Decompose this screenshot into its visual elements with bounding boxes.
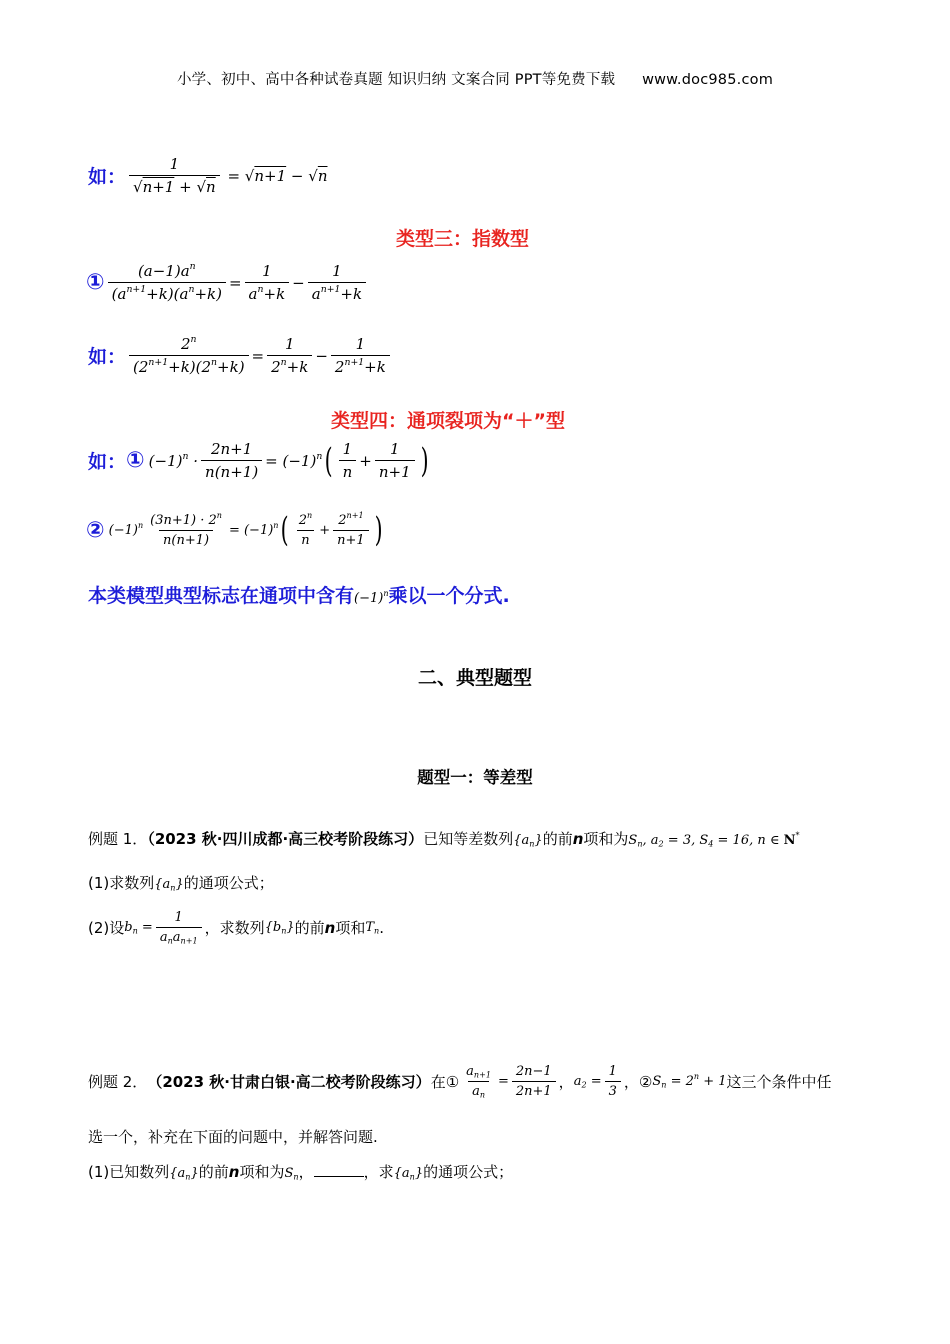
example1-question-2: (2) 设 $b_n$ = $\frac{1}{a_na_{n+1}}$ ，求数列 $\{b_n\}$ 的前 n 项和 $T_n$ . <box>88 910 385 946</box>
example-label: 如： <box>88 166 127 188</box>
type3-heading: 类型三：指数型 <box>396 228 530 250</box>
formula-sqrt-example: 如： $\frac{1}{√n+1 + √n}$ = √n+1 − √n <box>88 155 328 196</box>
example1-stem: 例题 1．（2023 秋·四川成都·高三校考阶段练习）已知等差数列$\{a_n\}$的前n项和为$S_n$, $a_2 = 3$, $S_4 = 16$, n ∈ N* <box>88 830 800 849</box>
type4-heading: 类型四：通项裂项为“＋”型 <box>331 410 565 432</box>
answer-blank[interactable] <box>314 1162 364 1177</box>
header-site-link[interactable]: www.doc985.com <box>642 72 774 88</box>
example-label: 如： <box>88 346 127 368</box>
example1-question-1: (1)求数列$\{a_n\}$的通项公式； <box>88 874 274 893</box>
type4-note: 本类模型典型标志在通项中含有$(-1)^n$乘以一个分式. <box>88 585 510 607</box>
formula-fraction: $\frac{1}{√n+1 + √n}$ <box>129 155 220 196</box>
formula-exponential-general: ① $\frac{(a-1)a^n}{(a^{n+1}+k)(a^n+k)}$ = $\frac{1}{a^n+k}$ − $\frac{1}{a^{n+1}+k}$ <box>86 262 369 303</box>
circle-one-label: ① <box>86 270 105 295</box>
example2-stem: 例题 2． （2023 秋·甘肃白银·高二校考阶段练习） 在① $\frac{a_{n+1}}{a_n}$ = $\frac{2n-1}{2n+1}$ ， $a_2$ = $\frac{1}{3}$ ，② $S_n = 2^n + 1$ 这三个条件中任 <box>88 1064 832 1100</box>
circle-one-label: ① <box>126 448 145 473</box>
section2-heading: 二、典型题型 <box>417 667 532 689</box>
example-label: 如： <box>88 451 127 473</box>
example2-question-1: (1)已知数列$\{a_n\}$的前n项和为$S_n$， ，求$\{a_n\}$的通项公式； <box>88 1163 514 1182</box>
header-text: 小学、初中、高中各种试卷真题 知识归纳 文案合同 PPT等免费下载 <box>176 72 616 88</box>
formula-plus-example-1: 如： ① $(-1)^n$ · $\frac{2n+1}{n(n+1)}$ = $(-1)^n$ ( $\frac{1}{n}$ + $\frac{1}{n+1}$ ) <box>88 440 429 481</box>
formula-plus-example-2: ② $(-1)^n$ $\frac{(3n+1) \cdot 2^n}{n(n+1)}$ = $(-1)^n$ ( $\frac{2^n}{n}$ + $\frac{2^{n+1}}{n+1}$ ) <box>86 510 383 550</box>
topic1-heading: 题型一：等差型 <box>417 768 533 787</box>
example2-line2: 选一个，补充在下面的问题中，并解答问题. <box>88 1128 378 1146</box>
formula-exponential-example: 如： $\frac{2^n}{(2^{n+1}+k)(2^n+k)}$ = $\frac{1}{2^n+k}$ − $\frac{1}{2^{n+1}+k}$ <box>88 335 393 376</box>
circle-two-label: ② <box>86 517 105 543</box>
page-header <box>0 68 950 89</box>
